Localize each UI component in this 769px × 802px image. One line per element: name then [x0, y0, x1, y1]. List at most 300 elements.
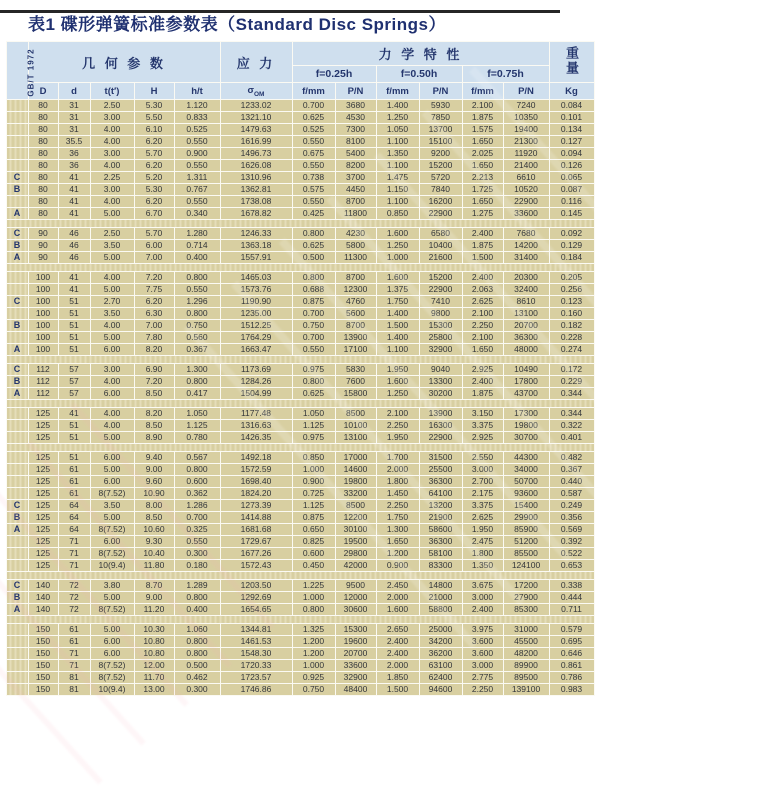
series-letter-cell [6, 624, 28, 636]
cell: 3700 [335, 172, 376, 184]
table-row [6, 452, 594, 464]
cell: 0.800 [174, 376, 220, 388]
cell: 0.065 [549, 172, 594, 184]
cell: 10490 [503, 364, 549, 376]
cell: 61 [58, 624, 90, 636]
cell: 22900 [419, 432, 462, 444]
cell: 1.275 [462, 208, 503, 220]
cell: 5.30 [134, 100, 174, 112]
cell: 1738.08 [220, 196, 292, 208]
cell: 13900 [419, 408, 462, 420]
cell: 150 [28, 648, 58, 660]
cell: 2.250 [462, 320, 503, 332]
mechanical-group-header: 力 学 特 性 [292, 42, 549, 66]
cell: 13.00 [134, 684, 174, 696]
cell: 9.00 [134, 592, 174, 604]
cell: 100 [28, 284, 58, 296]
cell: 3.600 [462, 648, 503, 660]
cell: 11.20 [134, 604, 174, 616]
cell: 6.00 [134, 240, 174, 252]
table-row [6, 636, 594, 648]
table-row [6, 184, 594, 196]
cell: 81 [58, 684, 90, 696]
cell: 112 [28, 376, 58, 388]
cell: 0.550 [174, 136, 220, 148]
cell: 3.00 [90, 364, 134, 376]
cell: 85900 [503, 524, 549, 536]
cell: 15200 [419, 160, 462, 172]
series-letter-cell: A [6, 344, 28, 356]
cell: 0.325 [174, 524, 220, 536]
cell: 1729.67 [220, 536, 292, 548]
cell: 64 [58, 500, 90, 512]
cell: 10.80 [134, 648, 174, 660]
cell: 61 [58, 488, 90, 500]
cell: 6.00 [90, 388, 134, 400]
cell: 0.340 [174, 208, 220, 220]
cell: 0.367 [174, 344, 220, 356]
table-row [6, 648, 594, 660]
spacer-cell [6, 220, 594, 228]
series-letter-cell: A [6, 208, 28, 220]
cell: 2.250 [376, 500, 419, 512]
cell: 80 [28, 100, 58, 112]
cell: 21900 [419, 512, 462, 524]
cell: 0.833 [174, 112, 220, 124]
spacer-row [6, 356, 594, 364]
cell: 1.200 [292, 636, 335, 648]
cell: 5.30 [134, 184, 174, 196]
cell: 1.875 [462, 388, 503, 400]
cell: 46 [58, 228, 90, 240]
table-row [6, 388, 594, 400]
cell: 0.123 [549, 296, 594, 308]
cell: 42000 [335, 560, 376, 572]
cell: 1.800 [376, 476, 419, 488]
cell: 125 [28, 560, 58, 572]
cell: 1616.99 [220, 136, 292, 148]
cell: 8100 [335, 136, 376, 148]
cell: 13100 [335, 432, 376, 444]
series-letter-cell: B [6, 376, 28, 388]
cell: 3.00 [90, 112, 134, 124]
cell: 140 [28, 580, 58, 592]
cell: 1678.82 [220, 208, 292, 220]
cell: 100 [28, 272, 58, 284]
cell: 4230 [335, 228, 376, 240]
spacer-cell [6, 572, 594, 580]
cell: 1362.81 [220, 184, 292, 196]
cell: 1.650 [462, 344, 503, 356]
cell: 8(7.52) [90, 604, 134, 616]
table-row [6, 512, 594, 524]
cell: 19800 [503, 420, 549, 432]
cell: 2.000 [376, 660, 419, 672]
cell: 1.800 [462, 548, 503, 560]
cell: 1.311 [174, 172, 220, 184]
standard-code-cell [6, 42, 36, 100]
cell: 0.850 [292, 452, 335, 464]
cell: 7680 [503, 228, 549, 240]
cell: 0.800 [292, 272, 335, 284]
sigma-om-column-header [220, 83, 292, 100]
cell: 2.400 [376, 648, 419, 660]
cell: 0.522 [549, 548, 594, 560]
cell: 30100 [335, 524, 376, 536]
cell: 1.350 [376, 148, 419, 160]
deflection-075h-header: f=0.75h [462, 66, 549, 83]
cell: 125 [28, 476, 58, 488]
cell: 0.417 [174, 388, 220, 400]
cell: 19600 [335, 636, 376, 648]
cell: 31400 [503, 252, 549, 264]
cell: 72 [58, 604, 90, 616]
cell: 5.00 [90, 432, 134, 444]
table-row [6, 464, 594, 476]
cell: 6.00 [90, 452, 134, 464]
series-letter-cell [6, 136, 28, 148]
cell: 2.025 [462, 148, 503, 160]
table-row [6, 684, 594, 696]
cell: 71 [58, 548, 90, 560]
cell: 1.100 [376, 196, 419, 208]
cell: 1246.33 [220, 228, 292, 240]
series-letter-cell [6, 272, 28, 284]
cell: 1504.99 [220, 388, 292, 400]
weight-group-cell [549, 42, 594, 83]
cell: 1.125 [174, 420, 220, 432]
cell: 5.00 [90, 284, 134, 296]
cell: 29800 [335, 548, 376, 560]
cell: 4.00 [90, 272, 134, 284]
cell: 35.5 [58, 136, 90, 148]
cell: 33600 [335, 660, 376, 672]
cell: 2.400 [462, 376, 503, 388]
cell: 21300 [503, 136, 549, 148]
cell: 6.00 [90, 536, 134, 548]
cell: 0.900 [292, 476, 335, 488]
cell: 139100 [503, 684, 549, 696]
cell: 0.184 [549, 252, 594, 264]
cell: 0.983 [549, 684, 594, 696]
cell: 8(7.52) [90, 660, 134, 672]
disc-spring-parameter-table [6, 41, 595, 696]
cell: 0.688 [292, 284, 335, 296]
cell: 51 [58, 332, 90, 344]
cell: 2.175 [462, 488, 503, 500]
cell: 71 [58, 648, 90, 660]
cell: 43700 [503, 388, 549, 400]
cell: 3.50 [90, 500, 134, 512]
table-row [6, 124, 594, 136]
cell: 25800 [419, 332, 462, 344]
cell: 100 [28, 332, 58, 344]
cell: 8(7.52) [90, 524, 134, 536]
cell: 10.30 [134, 624, 174, 636]
cell: 10350 [503, 112, 549, 124]
cell: 10(9.4) [90, 560, 134, 572]
cell: 10.40 [134, 548, 174, 560]
cell: 94600 [419, 684, 462, 696]
cell: 90 [28, 252, 58, 264]
table-row [6, 376, 594, 388]
series-letter-cell: C [6, 364, 28, 376]
cell: 0.800 [174, 272, 220, 284]
cell: 6.00 [90, 636, 134, 648]
cell: 0.344 [549, 408, 594, 420]
cell: 33200 [335, 488, 376, 500]
cell: 0.550 [292, 344, 335, 356]
cell: 5830 [335, 364, 376, 376]
cell: 1465.03 [220, 272, 292, 284]
cell: 9200 [419, 148, 462, 160]
cell: 0.925 [292, 672, 335, 684]
cell: 1.400 [376, 308, 419, 320]
cell: 1.296 [174, 296, 220, 308]
cell: 0.800 [292, 376, 335, 388]
cell: 0.750 [174, 320, 220, 332]
cell: 20700 [335, 648, 376, 660]
table-row [6, 252, 594, 264]
cell: 1681.68 [220, 524, 292, 536]
series-letter-cell: C [6, 172, 28, 184]
cell: 6.20 [134, 160, 174, 172]
cell: 0.714 [174, 240, 220, 252]
cell: 1.050 [292, 408, 335, 420]
weight-group-header: 重量 [564, 45, 579, 76]
cell: 0.550 [292, 136, 335, 148]
cell: 1.100 [376, 344, 419, 356]
cell: 8.50 [134, 512, 174, 524]
cell: 5.00 [90, 512, 134, 524]
cell: 14800 [419, 580, 462, 592]
cell: 1.000 [292, 592, 335, 604]
cell: 1.289 [174, 580, 220, 592]
cell: 1.120 [174, 100, 220, 112]
cell: 20300 [503, 272, 549, 284]
cell: 1824.20 [220, 488, 292, 500]
cell: 12200 [335, 512, 376, 524]
cell: 41 [58, 208, 90, 220]
cell: 2.700 [462, 476, 503, 488]
cell: 3680 [335, 100, 376, 112]
cell: 0.300 [174, 684, 220, 696]
cell: 19800 [335, 476, 376, 488]
series-letter-cell [6, 660, 28, 672]
cell: 22900 [419, 284, 462, 296]
table-row [6, 624, 594, 636]
series-letter-cell [6, 464, 28, 476]
cell: 17200 [503, 580, 549, 592]
geometry-group-header: 几 何 参 数 [28, 42, 220, 83]
cell: 12000 [335, 592, 376, 604]
cell: 6580 [419, 228, 462, 240]
cell: 150 [28, 660, 58, 672]
cell: 0.322 [549, 420, 594, 432]
cell: 0.550 [292, 196, 335, 208]
cell: 2.250 [376, 420, 419, 432]
cell: 0.338 [549, 580, 594, 592]
cell: 1.300 [174, 364, 220, 376]
cell: 9500 [335, 580, 376, 592]
cell: 1.100 [376, 136, 419, 148]
table-row [6, 100, 594, 112]
cell: 0.356 [549, 512, 594, 524]
cell: 1663.47 [220, 344, 292, 356]
series-letter-cell [6, 408, 28, 420]
cell: 80 [28, 172, 58, 184]
cell: 1.060 [174, 624, 220, 636]
cell: 10.90 [134, 488, 174, 500]
cell: 1.100 [376, 160, 419, 172]
cell: 0.180 [174, 560, 220, 572]
cell: 5.70 [134, 148, 174, 160]
cell: 30600 [335, 604, 376, 616]
spacer-cell [6, 356, 594, 364]
cell: 9.40 [134, 452, 174, 464]
cell: 0.401 [549, 432, 594, 444]
cell: 0.092 [549, 228, 594, 240]
cell: 0.825 [292, 536, 335, 548]
cell: 63100 [419, 660, 462, 672]
table-row [6, 240, 594, 252]
col-D-header: D [28, 83, 58, 100]
cell: 1548.30 [220, 648, 292, 660]
cell: 8.50 [134, 420, 174, 432]
cell: 0.675 [292, 148, 335, 160]
cell: 5.00 [90, 332, 134, 344]
cell: 3.975 [462, 624, 503, 636]
cell: 0.800 [292, 228, 335, 240]
table-row [6, 672, 594, 684]
cell: 15200 [419, 272, 462, 284]
cell: 5.00 [90, 464, 134, 476]
cell: 1.700 [376, 452, 419, 464]
spacer-row [6, 400, 594, 408]
cell: 1723.57 [220, 672, 292, 684]
cell: 1746.86 [220, 684, 292, 696]
cell: 8.90 [134, 432, 174, 444]
table-row [6, 148, 594, 160]
table-row [6, 364, 594, 376]
col-kg-header: Kg [549, 83, 594, 100]
cell: 80 [28, 124, 58, 136]
col-ht-header: h/t [174, 83, 220, 100]
cell: 80 [28, 184, 58, 196]
cell: 8610 [503, 296, 549, 308]
cell: 3.50 [90, 308, 134, 320]
cell: 0.700 [174, 512, 220, 524]
cell: 0.767 [174, 184, 220, 196]
cell: 5.20 [134, 172, 174, 184]
cell: 0.587 [549, 488, 594, 500]
cell: 0.567 [174, 452, 220, 464]
col-t-header: t(t′) [90, 83, 134, 100]
cell: 0.129 [549, 240, 594, 252]
cell: 1.850 [376, 672, 419, 684]
cell: 13300 [419, 376, 462, 388]
cell: 0.087 [549, 184, 594, 196]
cell: 14200 [503, 240, 549, 252]
cell: 0.738 [292, 172, 335, 184]
deflection-025h-header: f=0.25h [292, 66, 376, 83]
cell: 71 [58, 536, 90, 548]
cell: 1.250 [376, 240, 419, 252]
series-letter-cell: C [6, 500, 28, 512]
cell: 0.625 [292, 112, 335, 124]
table-row [6, 524, 594, 536]
cell: 83300 [419, 560, 462, 572]
cell: 17300 [503, 408, 549, 420]
cell: 125 [28, 432, 58, 444]
cell: 57 [58, 388, 90, 400]
cell: 1.300 [376, 524, 419, 536]
cell: 125 [28, 548, 58, 560]
series-letter-cell: B [6, 240, 28, 252]
series-letter-cell [6, 420, 28, 432]
series-letter-cell: C [6, 296, 28, 308]
cell: 6.90 [134, 364, 174, 376]
series-letter-cell [6, 536, 28, 548]
cell: 2.400 [462, 228, 503, 240]
cell: 150 [28, 672, 58, 684]
series-letter-cell [6, 112, 28, 124]
cell: 62400 [419, 672, 462, 684]
cell: 6.00 [90, 344, 134, 356]
cell: 0.094 [549, 148, 594, 160]
table-row [6, 272, 594, 284]
col-fmm-025-header: f/mm [292, 83, 335, 100]
cell: 30700 [503, 432, 549, 444]
cell: 0.525 [292, 124, 335, 136]
cell: 6.30 [134, 308, 174, 320]
cell: 32900 [335, 672, 376, 684]
cell: 0.725 [292, 488, 335, 500]
cell: 10400 [419, 240, 462, 252]
cell: 80 [28, 196, 58, 208]
cell: 1.200 [292, 648, 335, 660]
cell: 0.700 [292, 100, 335, 112]
cell: 2.925 [462, 364, 503, 376]
series-letter-cell [6, 196, 28, 208]
series-letter-cell: B [6, 592, 28, 604]
cell: 1496.73 [220, 148, 292, 160]
cell: 13200 [419, 500, 462, 512]
cell: 7.00 [134, 252, 174, 264]
cell: 6610 [503, 172, 549, 184]
cell: 0.126 [549, 160, 594, 172]
cell: 3.000 [462, 592, 503, 604]
spacer-row [6, 264, 594, 272]
cell: 1.650 [462, 196, 503, 208]
cell: 1235.00 [220, 308, 292, 320]
table-row [6, 160, 594, 172]
cell: 64 [58, 524, 90, 536]
table-row [6, 112, 594, 124]
cell: 10(9.4) [90, 684, 134, 696]
cell: 93600 [503, 488, 549, 500]
cell: 1.650 [462, 136, 503, 148]
cell: 3.675 [462, 580, 503, 592]
cell: 0.560 [174, 332, 220, 344]
cell: 7240 [503, 100, 549, 112]
cell: 5.50 [134, 112, 174, 124]
cell: 1.150 [376, 184, 419, 196]
table-row [6, 308, 594, 320]
series-letter-cell: C [6, 580, 28, 592]
table-row [6, 208, 594, 220]
cell: 0.975 [292, 364, 335, 376]
